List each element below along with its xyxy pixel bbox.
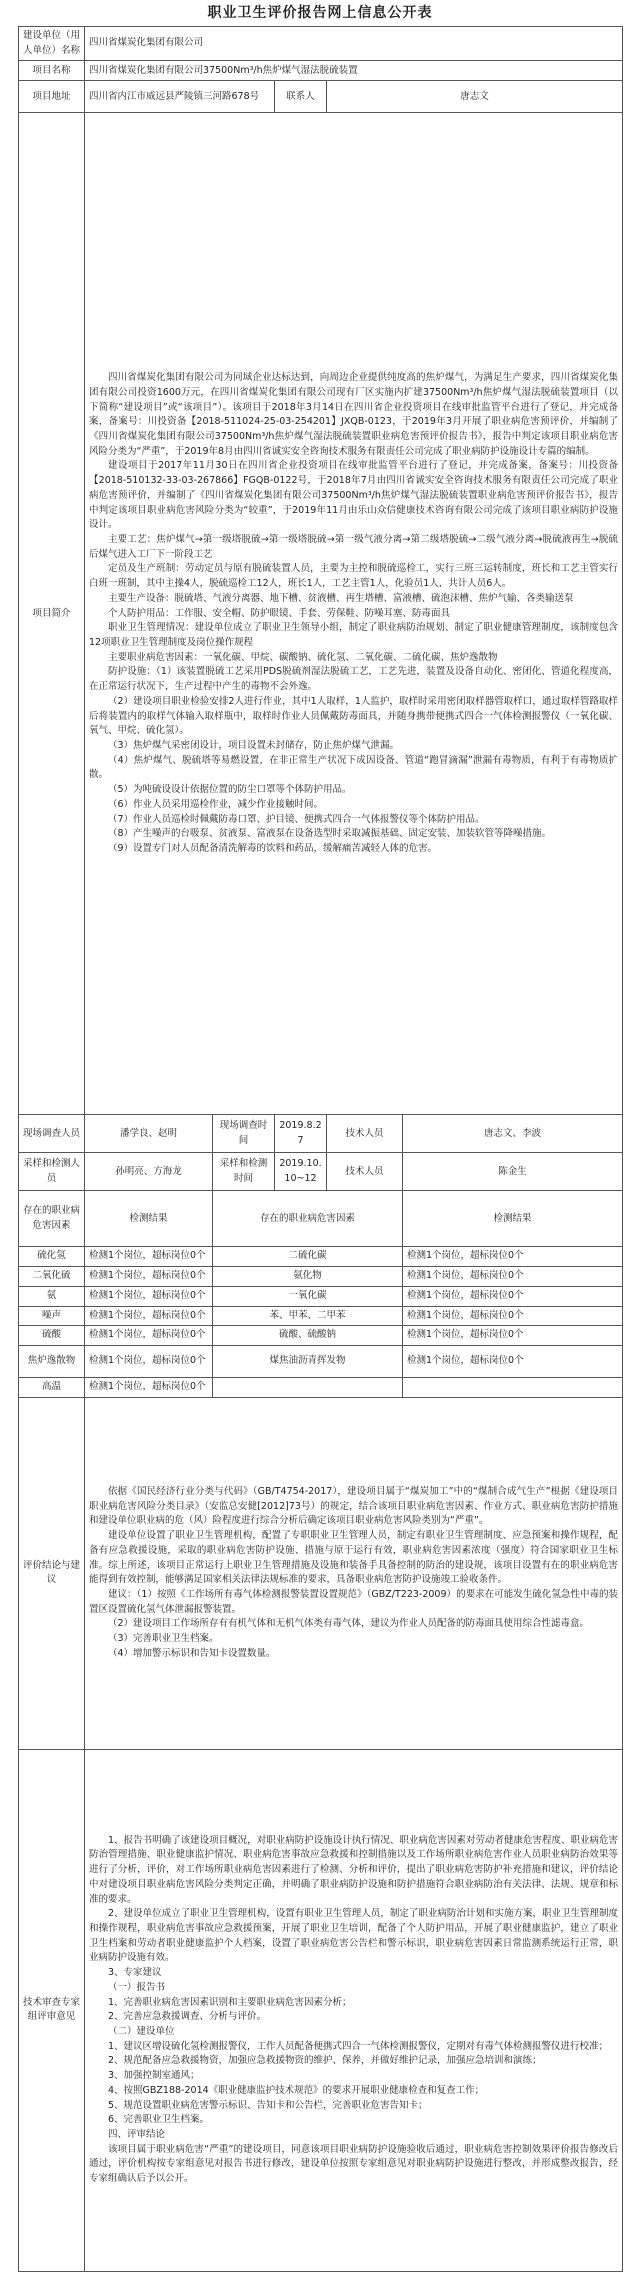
review-paragraph: 该项目属于职业病危害“严重”的建设项目，同意该项目职业病防护设施验收后通过，职业病危害控制效果评价报告修改后通过，评价机构按专家组意见对报告书进行修改，建设单位按照专家组意见对职业病防护设施进行整改，并形成整改报告，经专家组确认后予以公开。 [89, 2143, 619, 2185]
result-row [19, 1267, 623, 1287]
intro-paragraph: （8）产生噪声的台吸泵、贫液泵、富液泵在设备选型时采取减振基础、固定安装、加装软管等降噪措施。 [108, 828, 552, 840]
review-label: 技术审查专家组评审意见 [19, 1749, 85, 2271]
result-row [19, 1326, 623, 1346]
conclusion-paragraph: （4）增加警示标识和告知卡设置数量。 [108, 1647, 276, 1659]
review-paragraph: 2、完善应急救援调查、分析与评价。 [108, 2011, 267, 2023]
hazard-factor: 煤焦油沥青挥发物 [213, 1346, 403, 1378]
hazard-factor: 氨 [19, 1286, 85, 1306]
result-value: 检测1个岗位，超标岗位0个 [85, 1247, 213, 1267]
sampling-staff-value: 孙明亮、方海龙 [85, 1153, 213, 1191]
project-name-label: 项目名称 [19, 61, 85, 81]
review-paragraph: 1、建议区增设硫化氢检测报警仪，工作人员配备便携式四合一气体检测报警仪，定期对有毒气体检测报警仪进行校准； [108, 2040, 609, 2052]
hazard-factor: 氨化物 [213, 1267, 403, 1287]
conclusion-paragraph: （3）完善职业卫生档案。 [108, 1633, 219, 1645]
result-value [403, 1378, 623, 1398]
result-header-left: 检测结果 [85, 1191, 213, 1247]
sampling-date-label: 采样和检测时间 [213, 1153, 275, 1191]
review-paragraph: 2、建设单位成立了职业卫生管理机构，设置有职业卫生管理人员，制定了职业病防治计划和实施方案，职业卫生管理制度和操作规程，职业病危害事故应急救援预案，开展了职业卫生培训，配备了个人防护用品，开展了职业健康监护，建立了职业卫生档案和劳动者职业健康监护个人档案，设置了职业病危害公告栏和警示标识，职业病危害因素日常监测系统运行正常，职业病防护设施有效。 [89, 1908, 619, 1964]
result-value: 检测1个岗位，超标岗位0个 [85, 1267, 213, 1287]
sampling-tech-value: 陈金生 [403, 1153, 623, 1191]
contact-label: 联系人 [275, 81, 327, 113]
survey-staff-label: 现场调查人员 [19, 1115, 85, 1153]
survey-row [19, 1115, 623, 1153]
contact-value: 唐志文 [327, 81, 623, 113]
intro-paragraph: （9）设置专门对人员配备清洗解毒的饮料和药品，缓解痛苦减轻人体的危害。 [108, 843, 438, 855]
review-paragraph: 1、完善职业病危害因素识别和主要职业病危害因素分析； [108, 1996, 352, 2008]
result-value: 检测1个岗位，超标岗位0个 [403, 1346, 623, 1378]
intro-paragraph: 四川省煤炭化集团有限公司为同域企业达标达到，向周边企业提供纯度高的焦炉煤气，为满足生产要求，四川省煤炭化集团有限公司投资1600万元，在四川省煤炭化集团有限公司现有厂区实施内扩建37500Nm³/h焦炉煤气湿法脱硫装置项目（以下简称“建设项目”或“该项目”）。该项目于2018年3月14日在四川省企业投资项目在线审批监管平台进行了登记，并完成备案，备案号：川投资备【2018-511024-25-03-254201】JXQB-0123，于2019年3月开展了职业病危害预评价，并编制了《四川省煤炭化集团有限公司37500Nm³/h焦炉煤气湿法脱硫装置职业病危害预评价报告书》，报告中判定该项目职业病危害风险分类为“严重”，于2019年8月由四川省诚实安全咨询技术服务有限责任公司完成了职业病防护设施设计专篇的编制。 [89, 372, 619, 457]
intro-paragraph: 职业卫生管理情况：建设单位成立了职业卫生领导小组，制定了职业病防治规划、制定了职业健康管理制度，该制度包含12项职业卫生管理制度及岗位操作规程 [89, 622, 619, 649]
result-header-right: 检测结果 [403, 1191, 623, 1247]
conclusion-label: 评价结论与建议 [19, 1397, 85, 1749]
hazard-factor: 二硫化碳 [213, 1247, 403, 1267]
intro-paragraph: 定员及生产班制：劳动定员与原有脱硫装置人员，主要为主控和脱硫巡检工，实行三班三运转制度，班长和工艺主管实行白班一班制，其中主操4人，脱硫巡检工12人，班长1人，工艺主管1人，化验员1人，共计人员6人。 [89, 563, 619, 590]
survey-staff-value: 潘学良、赵明 [85, 1115, 213, 1153]
hazard-header-right: 存在的职业病危害因素 [213, 1191, 403, 1247]
intro-paragraph: （7）作业人员巡检时佩戴防毒口罩、护目镜、便携式四合一气体报警仪等个体防护用品。 [108, 813, 485, 825]
intro-paragraph: 防护设施：（1）该装置脱硫工艺采用PDS脱硫剂湿法脱硫工艺，工艺先进，装置及设备自动化、密闭化、管道化程度高，在正常运行状况下，生产过程中产生的毒物不会外逸。 [89, 666, 619, 693]
result-value: 检测1个岗位，超标岗位0个 [85, 1346, 213, 1378]
intro-paragraph: （5）为吨硫设设计依据位置的防尘口罩等个体防护用品。 [108, 784, 352, 796]
review-paragraph: 6、完善职业卫生档案。 [108, 2114, 210, 2126]
result-row [19, 1378, 623, 1398]
sampling-staff-label: 采样和检测人员 [19, 1153, 85, 1191]
hazard-factor: 噪声 [19, 1306, 85, 1326]
result-value: 检测1个岗位，超标岗位0个 [85, 1286, 213, 1306]
result-value: 检测1个岗位，超标岗位0个 [85, 1378, 213, 1398]
project-name-row [19, 61, 623, 81]
sampling-date-value: 2019.10.10~12 [275, 1153, 327, 1191]
result-row [19, 1346, 623, 1378]
result-row [19, 1247, 623, 1267]
intro-paragraph: （4）焦炉煤气、脱硫塔等易燃设置，在非正常生产状况下成因设备、管道“跑冒滴漏”泄漏有毒物质，有利于有毒物质扩散。 [89, 754, 619, 781]
employer-row [19, 27, 623, 61]
hazard-factor: 苯、甲苯、二甲苯 [213, 1306, 403, 1326]
employer-label: 建设单位（用人单位）名称 [19, 27, 85, 61]
hazard-factor [213, 1378, 403, 1398]
intro-paragraph: 主要生产设备：脱硫塔、气液分离器、地下槽、贫液槽、再生塔槽、富液槽、硫泡沫槽、焦炉气输、各类输送泵 [108, 592, 574, 604]
employer-value: 四川省煤炭化集团有限公司 [85, 27, 623, 61]
page-title: 职业卫生评价报告网上信息公开表 [207, 5, 433, 21]
survey-tech-value: 唐志文、李波 [403, 1115, 623, 1153]
conclusion-paragraph: 建议：（1）按照《工作场所有毒气体检测报警装置设置规范》（GBZ/T223-2009）的要求在可能发生硫化氢急性中毒的装置区设置硫化氢气体泄漏报警装置。 [89, 1588, 619, 1615]
result-row [19, 1306, 623, 1326]
result-value: 检测1个岗位，超标岗位0个 [403, 1326, 623, 1346]
review-paragraph: 5、规范设置职业病危害警示标识、告知卡和公告栏，完善职业危害告知卡； [108, 2099, 428, 2111]
review-paragraph: 4、按照GBZ188-2014《职业健康监护技术规范》的要求开展职业健康检查和复查工作； [108, 2084, 485, 2096]
intro-paragraph: （2）建设项目职业检验安排2人进行作业，其中1人取样，1人监护，取样时采用密闭取样器管取样口，通过取样管路取样后将装置内的取样气体输入取样瓶中，取样时作业人员佩戴防毒面具，并随身携带便携式四合一气体检测报警仪（一氧化碳、氧气、甲烷、硫化氢）。 [89, 695, 619, 737]
results-header-row [19, 1191, 623, 1247]
intro-paragraph: 主要工艺：焦炉煤气→第一级塔脱硫→第一级塔脱硫→第一级气液分离→第二级塔脱硫→二级气液分离→脱硫液再生→脱硫后煤气进入工厂下一阶段工艺 [89, 533, 619, 560]
intro-paragraph: 主要职业病危害因素：一氧化碳、甲烷、碳酸钠、硫化氢、二氧化碳、二硫化碳、焦炉逸散物 [108, 651, 498, 663]
review-row [19, 1749, 623, 2271]
survey-date-value: 2019.8.27 [275, 1115, 327, 1153]
result-value: 检测1个岗位，超标岗位0个 [403, 1247, 623, 1267]
hazard-factor: 一氧化碳 [213, 1286, 403, 1306]
intro-paragraph: 建设项目于2017年11月30日在四川省企业投资项目在线审批监管平台进行了登记，并完成备案，备案号：川投资备【2018-510132-33-03-267866】FGQB-0122号，于2018年7月由四川省诚实安全咨询技术服务有限责任公司完成了职业病危害预评价，并编制了《四川省煤炭化集团有限公司37500Nm³/h焦炉煤气湿法脱硫装置职业病危害预评价报告书》，报告中判定该项目职业病危害风险分类为“较重”，于2019年11月由乐山众信健康技术咨询有限公司完成了该项目职业病防护设施设计。 [89, 460, 619, 531]
intro-row [19, 113, 623, 1115]
review-paragraph: （一）报告书 [108, 1981, 166, 1993]
review-paragraph: 1、报告书明确了该建设项目概况，对职业病防护设施设计执行情况、职业病危害因素对劳动者健康危害程度、职业病危害防治管理措施、职业健康监护情况、职业病危害事故应急救援和控制措施以及工作场所职业病危害作业人员职业病防治效果等进行了分析，评价，对工作场所职业病危害因素进行了检测、分析和评价，提出了职业病危害防护补充措施和建议，评价结论中对建设项目职业病危害风险分类判定正确，并明确了职业病防护设施和防护措施符合职业病防治有关法律、法规、规章和标准的要求。 [89, 1834, 619, 1905]
conclusion-paragraph: 依据《国民经济行业分类与代码》（GB/T4754-2017），建设项目属于“煤炭加工”中的“煤制合成气生产”根据《建设项目职业病危害风险分类目录》（安监总安健[2012]73号）的规定，结合该项目职业病危害因素、作业方式、职业病危害防护措施和建设单位职业病的危（风）险程度进行综合分析后确定该项目职业病危害风险类别为“严重”。 [89, 1485, 619, 1527]
conclusion-row [19, 1397, 623, 1749]
project-address-row [19, 81, 623, 113]
project-address-value: 四川省内江市威远县严陵镇三河路678号 [85, 81, 275, 113]
hazard-factor: 高温 [19, 1378, 85, 1398]
result-value: 检测1个岗位，超标岗位0个 [85, 1306, 213, 1326]
project-name-value: 四川省煤炭化集团有限公司37500Nm³/h焦炉煤气湿法脱硫装置 [85, 61, 623, 81]
survey-tech-label: 技术人员 [327, 1115, 403, 1153]
result-row [19, 1286, 623, 1306]
conclusion-paragraph: （2）建设项目工作场所存有有机气体和无机气体类有毒气体，建议为作业人员配备的防毒面具使用综合性滤毒盒。 [108, 1618, 590, 1630]
hazard-factor: 二氧化硫 [19, 1267, 85, 1287]
hazard-factor: 硫化氢 [19, 1247, 85, 1267]
intro-paragraph: （3）焦炉煤气采密闭设计，项目设置未封储存，防止焦炉煤气泄漏。 [108, 740, 400, 752]
sampling-tech-label: 技术人员 [327, 1153, 403, 1191]
review-paragraph: 四、评审结论 [108, 2129, 166, 2140]
intro-label: 项目简介 [19, 113, 85, 1115]
review-paragraph: （二）建设单位 [108, 2025, 175, 2037]
review-content [85, 1749, 623, 2271]
hazard-factor: 硫酸、硫酸钠 [213, 1326, 403, 1346]
hazard-header-left: 存在的职业病危害因素 [19, 1191, 85, 1247]
hazard-factor: 焦炉逸散物 [19, 1346, 85, 1378]
disclosure-table [18, 26, 623, 2272]
sampling-row [19, 1153, 623, 1191]
conclusion-content [85, 1397, 623, 1749]
project-address-label: 项目地址 [19, 81, 85, 113]
conclusion-paragraph: 建设单位设置了职业卫生管理机构，配置了专职职业卫生管理人员，制定有职业卫生管理制度、应急预案和操作规程，配备有应急救援设施，采取的职业病危害防护设施、措施与原于运行有效，职业病危害因素浓度（强度）符合国家职业卫生标准。综上所述，该项目正常运行上职业卫生管理措施及设施和装备手具备控制的防治的建设规，该项目设置有在的职业病危害能得到有效控制，能够满足国家相关法律法规标准的要求，具备职业病危害防护设施竣工验收条件。 [89, 1530, 619, 1586]
review-paragraph: 3、专家建议 [108, 1967, 162, 1979]
result-value: 检测1个岗位，超标岗位0个 [403, 1306, 623, 1326]
survey-date-label: 现场调查时间 [213, 1115, 275, 1153]
result-value: 检测1个岗位，超标岗位0个 [85, 1326, 213, 1346]
intro-paragraph: （6）作业人员采用巡检作业，减少作业接触时间。 [108, 798, 324, 810]
hazard-factor: 硫酸 [19, 1326, 85, 1346]
intro-content [85, 113, 623, 1115]
result-value: 检测1个岗位，超标岗位0个 [403, 1267, 623, 1287]
review-paragraph: 2、规范配备应急救援物资，加强应急救援物资的维护、保养，并做好维护记录，加强应急培训和演练； [108, 2055, 542, 2067]
result-value: 检测1个岗位，超标岗位0个 [403, 1286, 623, 1306]
review-paragraph: 3、加强控制室通风； [108, 2070, 200, 2082]
intro-paragraph: 个人防护用品：工作服、安全帽、防护眼镜、手套、劳保鞋、防噪耳塞、防毒面具 [108, 607, 451, 619]
